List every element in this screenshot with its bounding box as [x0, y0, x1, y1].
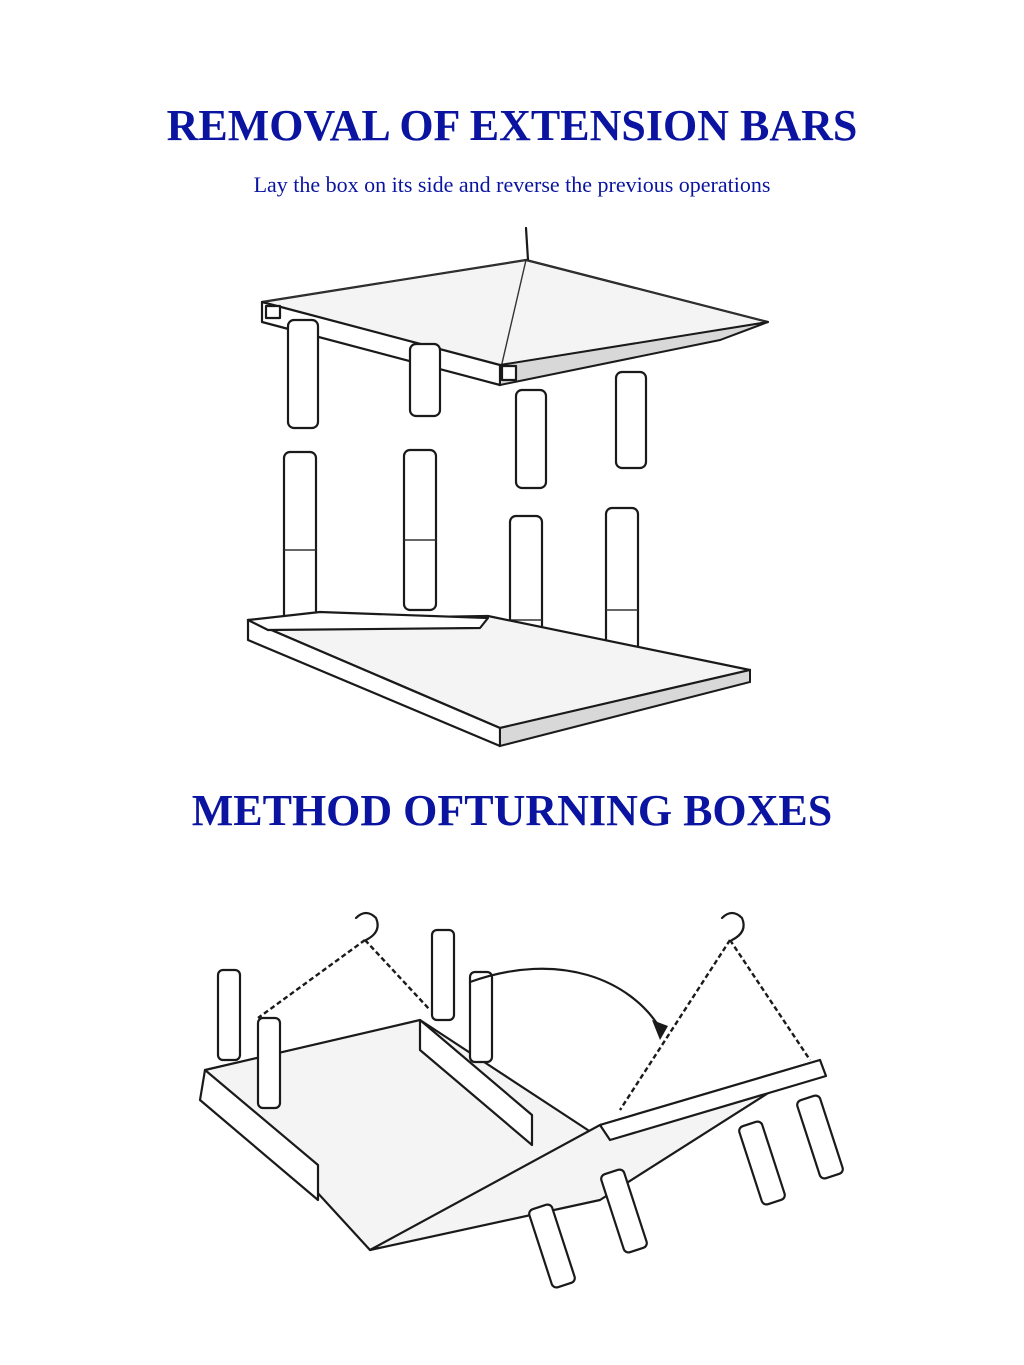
lifting-chain [258, 940, 365, 1018]
lifting-hook-icon [526, 228, 528, 260]
extension-bars-removal-illustration [0, 220, 1024, 760]
crane-hook-icon [356, 913, 378, 940]
box-base [248, 612, 750, 746]
box-lid [262, 260, 768, 385]
page-title: REMOVAL OF EXTENSION BARS [166, 101, 858, 150]
crane-hook-right-icon [722, 913, 744, 940]
page-subtitle: Lay the box on its side and reverse the previous operations [253, 172, 771, 197]
rotation-arrow-icon [470, 969, 660, 1028]
box-turning-illustration [0, 900, 1024, 1365]
section-title: METHOD OFTURNING BOXES [191, 786, 833, 835]
lifting-chain-right [620, 940, 730, 1110]
